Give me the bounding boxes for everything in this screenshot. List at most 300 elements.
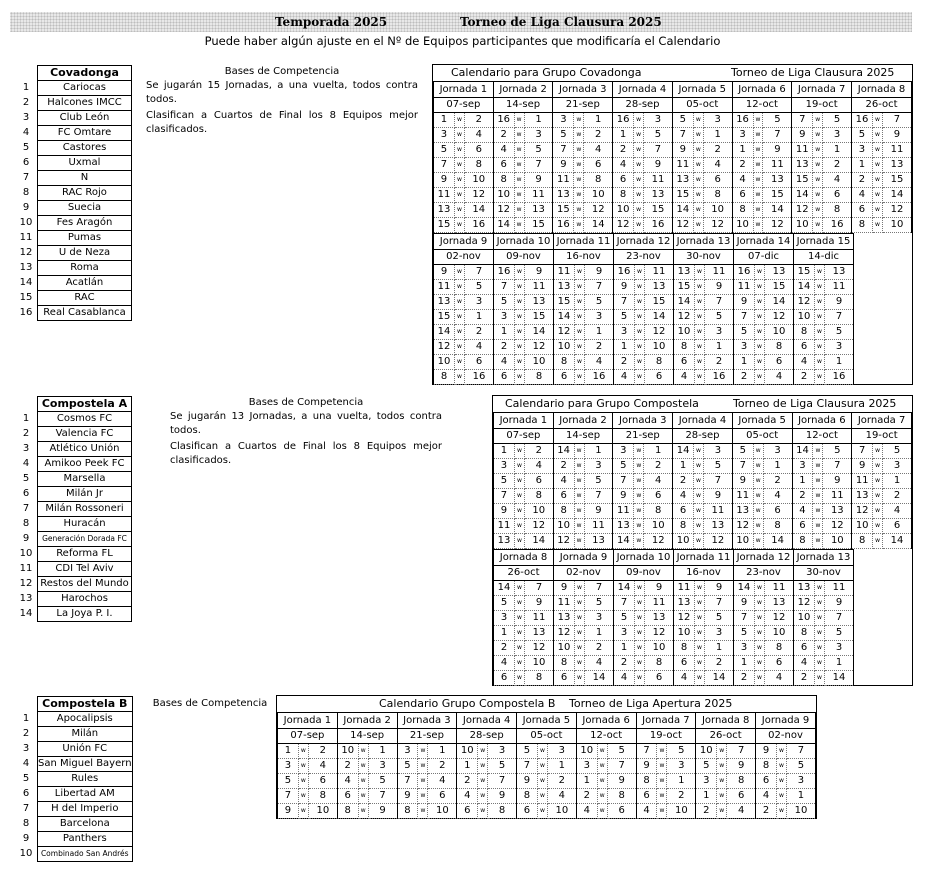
away-team-number: 16 <box>465 370 494 385</box>
away-team-number: 5 <box>825 626 854 641</box>
team-row <box>15 757 132 772</box>
team-name: Marsella <box>38 472 132 487</box>
match-row <box>494 581 854 596</box>
away-team-number: 1 <box>667 774 696 789</box>
versus-mark: w <box>813 474 823 489</box>
team-row <box>15 607 132 622</box>
versus-mark: w <box>717 789 727 804</box>
away-team-number: 16 <box>464 218 493 233</box>
versus-mark: w <box>813 203 823 218</box>
home-team-number: 6 <box>554 370 575 385</box>
home-team-number: 6 <box>554 671 575 686</box>
away-team-number: 13 <box>823 504 852 519</box>
match-row <box>278 774 816 789</box>
home-team-number: 3 <box>734 641 755 656</box>
round-date: 23-nov <box>734 566 794 581</box>
away-team-number: 3 <box>667 759 696 774</box>
team-row <box>15 126 132 141</box>
home-team-number: 3 <box>576 759 597 774</box>
home-team-number: 9 <box>553 158 574 173</box>
match-row <box>278 804 816 819</box>
match-row <box>434 355 854 370</box>
team-name: U de Neza <box>38 246 132 261</box>
home-team-number: 8 <box>493 173 514 188</box>
versus-mark: w <box>635 280 645 295</box>
team-row <box>15 156 132 171</box>
away-team-number: 16 <box>823 218 852 233</box>
home-team-number: 12 <box>732 519 753 534</box>
home-team-number: 5 <box>397 759 418 774</box>
match-row <box>434 340 854 355</box>
versus-mark: w <box>695 581 705 596</box>
team-name: Generación Dorada FC <box>38 532 132 547</box>
team-number: 6 <box>22 788 30 799</box>
versus-mark: w <box>575 671 585 686</box>
away-team-number: 7 <box>584 489 613 504</box>
away-team-number: 14 <box>763 534 792 549</box>
round-label: Jornada 5 <box>672 82 732 98</box>
team-name: Unión FC <box>38 742 133 757</box>
versus-mark: w <box>418 744 428 759</box>
home-team-number: 6 <box>852 203 873 218</box>
away-team-number: 3 <box>703 444 732 459</box>
away-team-number: 10 <box>703 203 732 218</box>
calendar-title: Calendario para Grupo Covadonga <box>451 66 642 79</box>
round-date: 21-sep <box>613 429 673 444</box>
home-team-number: 16 <box>614 265 635 280</box>
team-number: 8 <box>22 187 30 198</box>
home-team-number: 9 <box>734 295 755 310</box>
round-date: 19-oct <box>852 429 912 444</box>
home-team-number: 8 <box>674 641 695 656</box>
away-team-number: 3 <box>705 325 734 340</box>
team-row <box>15 472 132 487</box>
away-team-number: 8 <box>525 370 554 385</box>
away-team-number: 2 <box>703 143 732 158</box>
home-team-number: 4 <box>337 774 358 789</box>
home-team-number: 6 <box>673 504 694 519</box>
away-team-number: 4 <box>883 504 912 519</box>
home-team-number: 1 <box>792 474 813 489</box>
team-number: 10 <box>19 848 33 859</box>
home-team-number: 2 <box>673 474 694 489</box>
home-team-number: 5 <box>614 611 635 626</box>
versus-mark: w <box>813 188 823 203</box>
team-name: Roma <box>38 261 132 276</box>
away-team-number: 6 <box>524 474 553 489</box>
home-team-number: 3 <box>614 626 635 641</box>
away-team-number: 3 <box>585 310 614 325</box>
calendar-tournament: Torneo de Liga Apertura 2025 <box>569 697 733 710</box>
home-team-number: 3 <box>434 128 455 143</box>
away-team-number: 4 <box>464 128 493 143</box>
away-team-number: 11 <box>525 611 554 626</box>
away-team-number: 7 <box>524 158 553 173</box>
team-number: 12 <box>19 247 33 258</box>
versus-mark: w <box>575 265 585 280</box>
away-team-number: 15 <box>525 310 554 325</box>
versus-mark: w <box>575 611 585 626</box>
team-name: Club León <box>38 111 132 126</box>
round-label: Jornada 8 <box>696 713 756 729</box>
versus-mark: w <box>815 656 825 671</box>
versus-mark: w <box>634 113 644 128</box>
versus-mark: w <box>575 355 585 370</box>
away-team-number: 14 <box>765 295 794 310</box>
versus-mark: w <box>753 128 763 143</box>
home-team-number: 5 <box>494 295 515 310</box>
away-team-number: 10 <box>882 218 911 233</box>
home-team-number: 8 <box>517 789 538 804</box>
team-list <box>15 396 132 622</box>
away-team-number: 3 <box>368 759 397 774</box>
home-team-number: 6 <box>493 158 514 173</box>
home-team-number: 15 <box>794 265 815 280</box>
calendar-tournament: Torneo de Liga Clausura 2025 <box>733 397 897 410</box>
versus-mark: w <box>695 596 705 611</box>
away-team-number: 3 <box>883 459 912 474</box>
away-team-number: 16 <box>705 370 734 385</box>
versus-mark: w <box>815 310 825 325</box>
versus-mark: w <box>575 641 585 656</box>
versus-mark: w <box>753 519 763 534</box>
home-team-number: 9 <box>434 173 455 188</box>
versus-mark: w <box>753 534 763 549</box>
round-date: 23-nov <box>614 250 674 265</box>
versus-mark: w <box>298 774 308 789</box>
home-team-number: 16 <box>732 113 753 128</box>
versus-mark: w <box>298 804 308 819</box>
versus-mark: w <box>755 310 765 325</box>
away-team-number: 11 <box>825 581 854 596</box>
home-team-number: 9 <box>434 265 455 280</box>
away-team-number: 10 <box>765 626 794 641</box>
away-team-number: 10 <box>765 325 794 340</box>
team-number: 6 <box>22 157 30 168</box>
team-name: La Joya P. I. <box>38 607 132 622</box>
round-date: 02-nov <box>434 250 494 265</box>
round-date: 30-nov <box>674 250 734 265</box>
home-team-number: 13 <box>794 581 815 596</box>
home-team-number: 3 <box>732 128 753 143</box>
away-team-number: 14 <box>882 188 911 203</box>
team-number: 2 <box>22 97 30 108</box>
home-team-number: 11 <box>554 265 575 280</box>
match-row <box>494 596 854 611</box>
away-team-number: 4 <box>547 789 576 804</box>
away-team-number: 4 <box>644 474 673 489</box>
team-name: Suecia <box>38 201 132 216</box>
away-team-number: 9 <box>727 759 756 774</box>
home-team-number: 15 <box>554 295 575 310</box>
team-row <box>15 727 132 742</box>
away-team-number: 11 <box>644 173 673 188</box>
versus-mark: w <box>574 188 584 203</box>
round-label: Jornada 6 <box>732 82 792 98</box>
home-team-number: 10 <box>576 744 597 759</box>
calendar-title: Calendario Grupo Compostela B <box>379 697 556 710</box>
home-team-number: 2 <box>756 804 777 819</box>
round-date: 02-nov <box>756 729 816 744</box>
away-team-number: 5 <box>823 444 852 459</box>
away-team-number: 15 <box>645 295 674 310</box>
home-team-number: 12 <box>792 203 813 218</box>
versus-mark: w <box>753 444 763 459</box>
away-team-number: 13 <box>703 519 732 534</box>
home-team-number: 7 <box>278 789 299 804</box>
away-team-number: 7 <box>763 128 792 143</box>
away-team-number: 13 <box>524 203 553 218</box>
round-label: Jornada 14 <box>734 234 794 250</box>
team-number: 5 <box>22 773 30 784</box>
versus-mark: w <box>418 789 428 804</box>
team-row <box>15 502 132 517</box>
versus-mark: w <box>514 128 524 143</box>
team-row <box>15 96 132 111</box>
versus-mark: w <box>873 519 883 534</box>
calendar-tournament: Torneo de Liga Clausura 2025 <box>731 66 895 79</box>
away-team-number: 4 <box>428 774 457 789</box>
home-team-number: 6 <box>494 671 515 686</box>
versus-mark: w <box>454 143 464 158</box>
versus-mark: w <box>635 265 645 280</box>
home-team-number: 10 <box>792 218 813 233</box>
versus-mark: w <box>776 774 786 789</box>
away-team-number: 9 <box>488 789 517 804</box>
versus-mark: w <box>695 310 705 325</box>
round-label: Jornada 8 <box>494 550 554 566</box>
away-team-number: 5 <box>825 325 854 340</box>
match-row <box>494 626 854 641</box>
team-name: Amikoo Peek FC <box>38 457 132 472</box>
home-team-number: 7 <box>732 459 753 474</box>
away-team-number: 11 <box>703 504 732 519</box>
home-team-number: 3 <box>734 340 755 355</box>
away-team-number: 2 <box>465 325 494 340</box>
team-row <box>15 487 132 502</box>
versus-mark: w <box>635 641 645 656</box>
versus-mark: w <box>695 355 705 370</box>
match-row <box>494 504 912 519</box>
round-date: 07-dic <box>734 250 794 265</box>
rules-title: Bases de Competencia <box>248 397 364 408</box>
team-name: CDI Tel Aviv <box>38 562 132 577</box>
versus-mark: w <box>813 218 823 233</box>
home-team-number: 4 <box>614 370 635 385</box>
home-team-number: 2 <box>614 656 635 671</box>
home-team-number: 5 <box>734 626 755 641</box>
home-team-number: 3 <box>397 744 418 759</box>
away-team-number: 12 <box>823 519 852 534</box>
home-team-number: 7 <box>734 611 755 626</box>
team-name: San Miguel Bayern <box>38 757 133 772</box>
away-team-number: 2 <box>644 459 673 474</box>
versus-mark: w <box>694 534 704 549</box>
versus-mark: w <box>635 656 645 671</box>
versus-mark: w <box>657 759 667 774</box>
versus-mark: w <box>574 534 584 549</box>
team-number: 4 <box>22 127 30 138</box>
away-team-number: 1 <box>585 626 614 641</box>
team-row <box>15 141 132 156</box>
round-label: Jornada 13 <box>794 550 854 566</box>
home-team-number: 5 <box>732 444 753 459</box>
versus-mark: w <box>515 626 525 641</box>
home-team-number: 10 <box>674 325 695 340</box>
match-row <box>434 143 912 158</box>
home-team-number: 5 <box>614 310 635 325</box>
versus-mark: w <box>455 310 465 325</box>
home-team-number: 5 <box>734 325 755 340</box>
round-label: Jornada 7 <box>852 413 912 429</box>
team-number: 14 <box>19 277 33 288</box>
versus-mark: w <box>454 188 464 203</box>
versus-mark: w <box>694 519 704 534</box>
versus-mark: w <box>815 295 825 310</box>
away-team-number: 5 <box>703 459 732 474</box>
home-team-number: 11 <box>553 173 574 188</box>
versus-mark: w <box>813 534 823 549</box>
home-team-number: 13 <box>852 489 873 504</box>
home-team-number: 6 <box>553 489 574 504</box>
away-team-number: 2 <box>464 113 493 128</box>
versus-mark: w <box>755 295 765 310</box>
home-team-number: 7 <box>613 474 634 489</box>
tournament-title: Torneo de Liga Clausura 2025 <box>460 15 662 29</box>
away-team-number: 8 <box>644 504 673 519</box>
home-team-number: 4 <box>674 370 695 385</box>
away-team-number: 1 <box>368 744 397 759</box>
round-date: 16-nov <box>674 566 734 581</box>
versus-mark: w <box>575 596 585 611</box>
away-team-number: 13 <box>765 596 794 611</box>
home-team-number: 10 <box>673 534 694 549</box>
versus-mark: w <box>515 596 525 611</box>
versus-mark: w <box>872 158 882 173</box>
home-team-number: 8 <box>337 804 358 819</box>
versus-mark: w <box>635 325 645 340</box>
versus-mark: w <box>776 804 786 819</box>
away-team-number: 12 <box>882 203 911 218</box>
versus-mark: w <box>717 774 727 789</box>
away-team-number: 10 <box>667 804 696 819</box>
calendar <box>492 395 913 686</box>
away-team-number: 8 <box>308 789 337 804</box>
versus-mark: w <box>693 143 703 158</box>
versus-mark: w <box>693 173 703 188</box>
home-team-number: 2 <box>696 804 717 819</box>
away-team-number: 8 <box>524 489 553 504</box>
away-team-number: 15 <box>882 173 911 188</box>
away-team-number: 9 <box>882 128 911 143</box>
away-team-number: 11 <box>823 489 852 504</box>
versus-mark: w <box>358 759 368 774</box>
home-team-number: 7 <box>852 444 873 459</box>
away-team-number: 15 <box>644 203 673 218</box>
team-row <box>15 246 132 261</box>
team-row <box>15 787 132 802</box>
team-number: 1 <box>22 713 30 724</box>
versus-mark: w <box>717 804 727 819</box>
away-team-number: 5 <box>524 143 553 158</box>
home-team-number: 11 <box>672 158 693 173</box>
away-team-number: 1 <box>465 310 494 325</box>
versus-mark: w <box>813 444 823 459</box>
away-team-number: 3 <box>524 128 553 143</box>
away-team-number: 1 <box>705 641 734 656</box>
versus-mark: w <box>515 265 525 280</box>
competition-rules <box>170 396 442 470</box>
team-row <box>15 291 132 306</box>
away-team-number: 6 <box>763 504 792 519</box>
versus-mark: w <box>575 581 585 596</box>
away-team-number: 5 <box>584 474 613 489</box>
home-team-number: 6 <box>494 370 515 385</box>
versus-mark: w <box>694 504 704 519</box>
match-row <box>494 641 854 656</box>
versus-mark: w <box>695 325 705 340</box>
team-row <box>15 216 132 231</box>
team-row <box>15 772 132 787</box>
team-name: Pumas <box>38 231 132 246</box>
home-team-number: 13 <box>434 203 455 218</box>
versus-mark: w <box>755 280 765 295</box>
team-number: 4 <box>22 458 30 469</box>
versus-mark: w <box>813 459 823 474</box>
versus-mark: w <box>695 340 705 355</box>
versus-mark: w <box>574 489 584 504</box>
home-team-number: 10 <box>493 188 514 203</box>
versus-mark: w <box>574 173 584 188</box>
away-team-number: 12 <box>524 519 553 534</box>
versus-mark: w <box>815 265 825 280</box>
home-team-number: 11 <box>434 188 455 203</box>
home-team-number: 1 <box>494 444 515 459</box>
versus-mark: w <box>478 789 488 804</box>
home-team-number: 11 <box>613 504 634 519</box>
home-team-number: 8 <box>554 656 575 671</box>
home-team-number: 12 <box>674 310 695 325</box>
away-team-number: 9 <box>823 474 852 489</box>
away-team-number: 4 <box>703 158 732 173</box>
team-name: Harochos <box>38 592 132 607</box>
versus-mark: w <box>872 113 882 128</box>
away-team-number: 2 <box>524 444 553 459</box>
versus-mark: w <box>634 474 644 489</box>
versus-mark: w <box>575 310 585 325</box>
home-team-number: 15 <box>792 173 813 188</box>
versus-mark: w <box>776 759 786 774</box>
home-team-number: 6 <box>636 789 657 804</box>
team-row <box>15 802 132 817</box>
versus-mark: w <box>514 158 524 173</box>
round-date: 12-oct <box>792 429 852 444</box>
home-team-number: 16 <box>852 113 873 128</box>
team-number: 1 <box>22 413 30 424</box>
team-row <box>15 832 132 847</box>
home-team-number: 2 <box>337 759 358 774</box>
versus-mark: w <box>815 325 825 340</box>
away-team-number: 7 <box>727 744 756 759</box>
away-team-number: 8 <box>488 804 517 819</box>
versus-mark: w <box>815 626 825 641</box>
home-team-number: 1 <box>278 744 299 759</box>
match-row <box>434 203 912 218</box>
round-date: 09-nov <box>494 250 554 265</box>
away-team-number: 14 <box>883 534 912 549</box>
away-team-number: 1 <box>825 656 854 671</box>
versus-mark: w <box>635 295 645 310</box>
